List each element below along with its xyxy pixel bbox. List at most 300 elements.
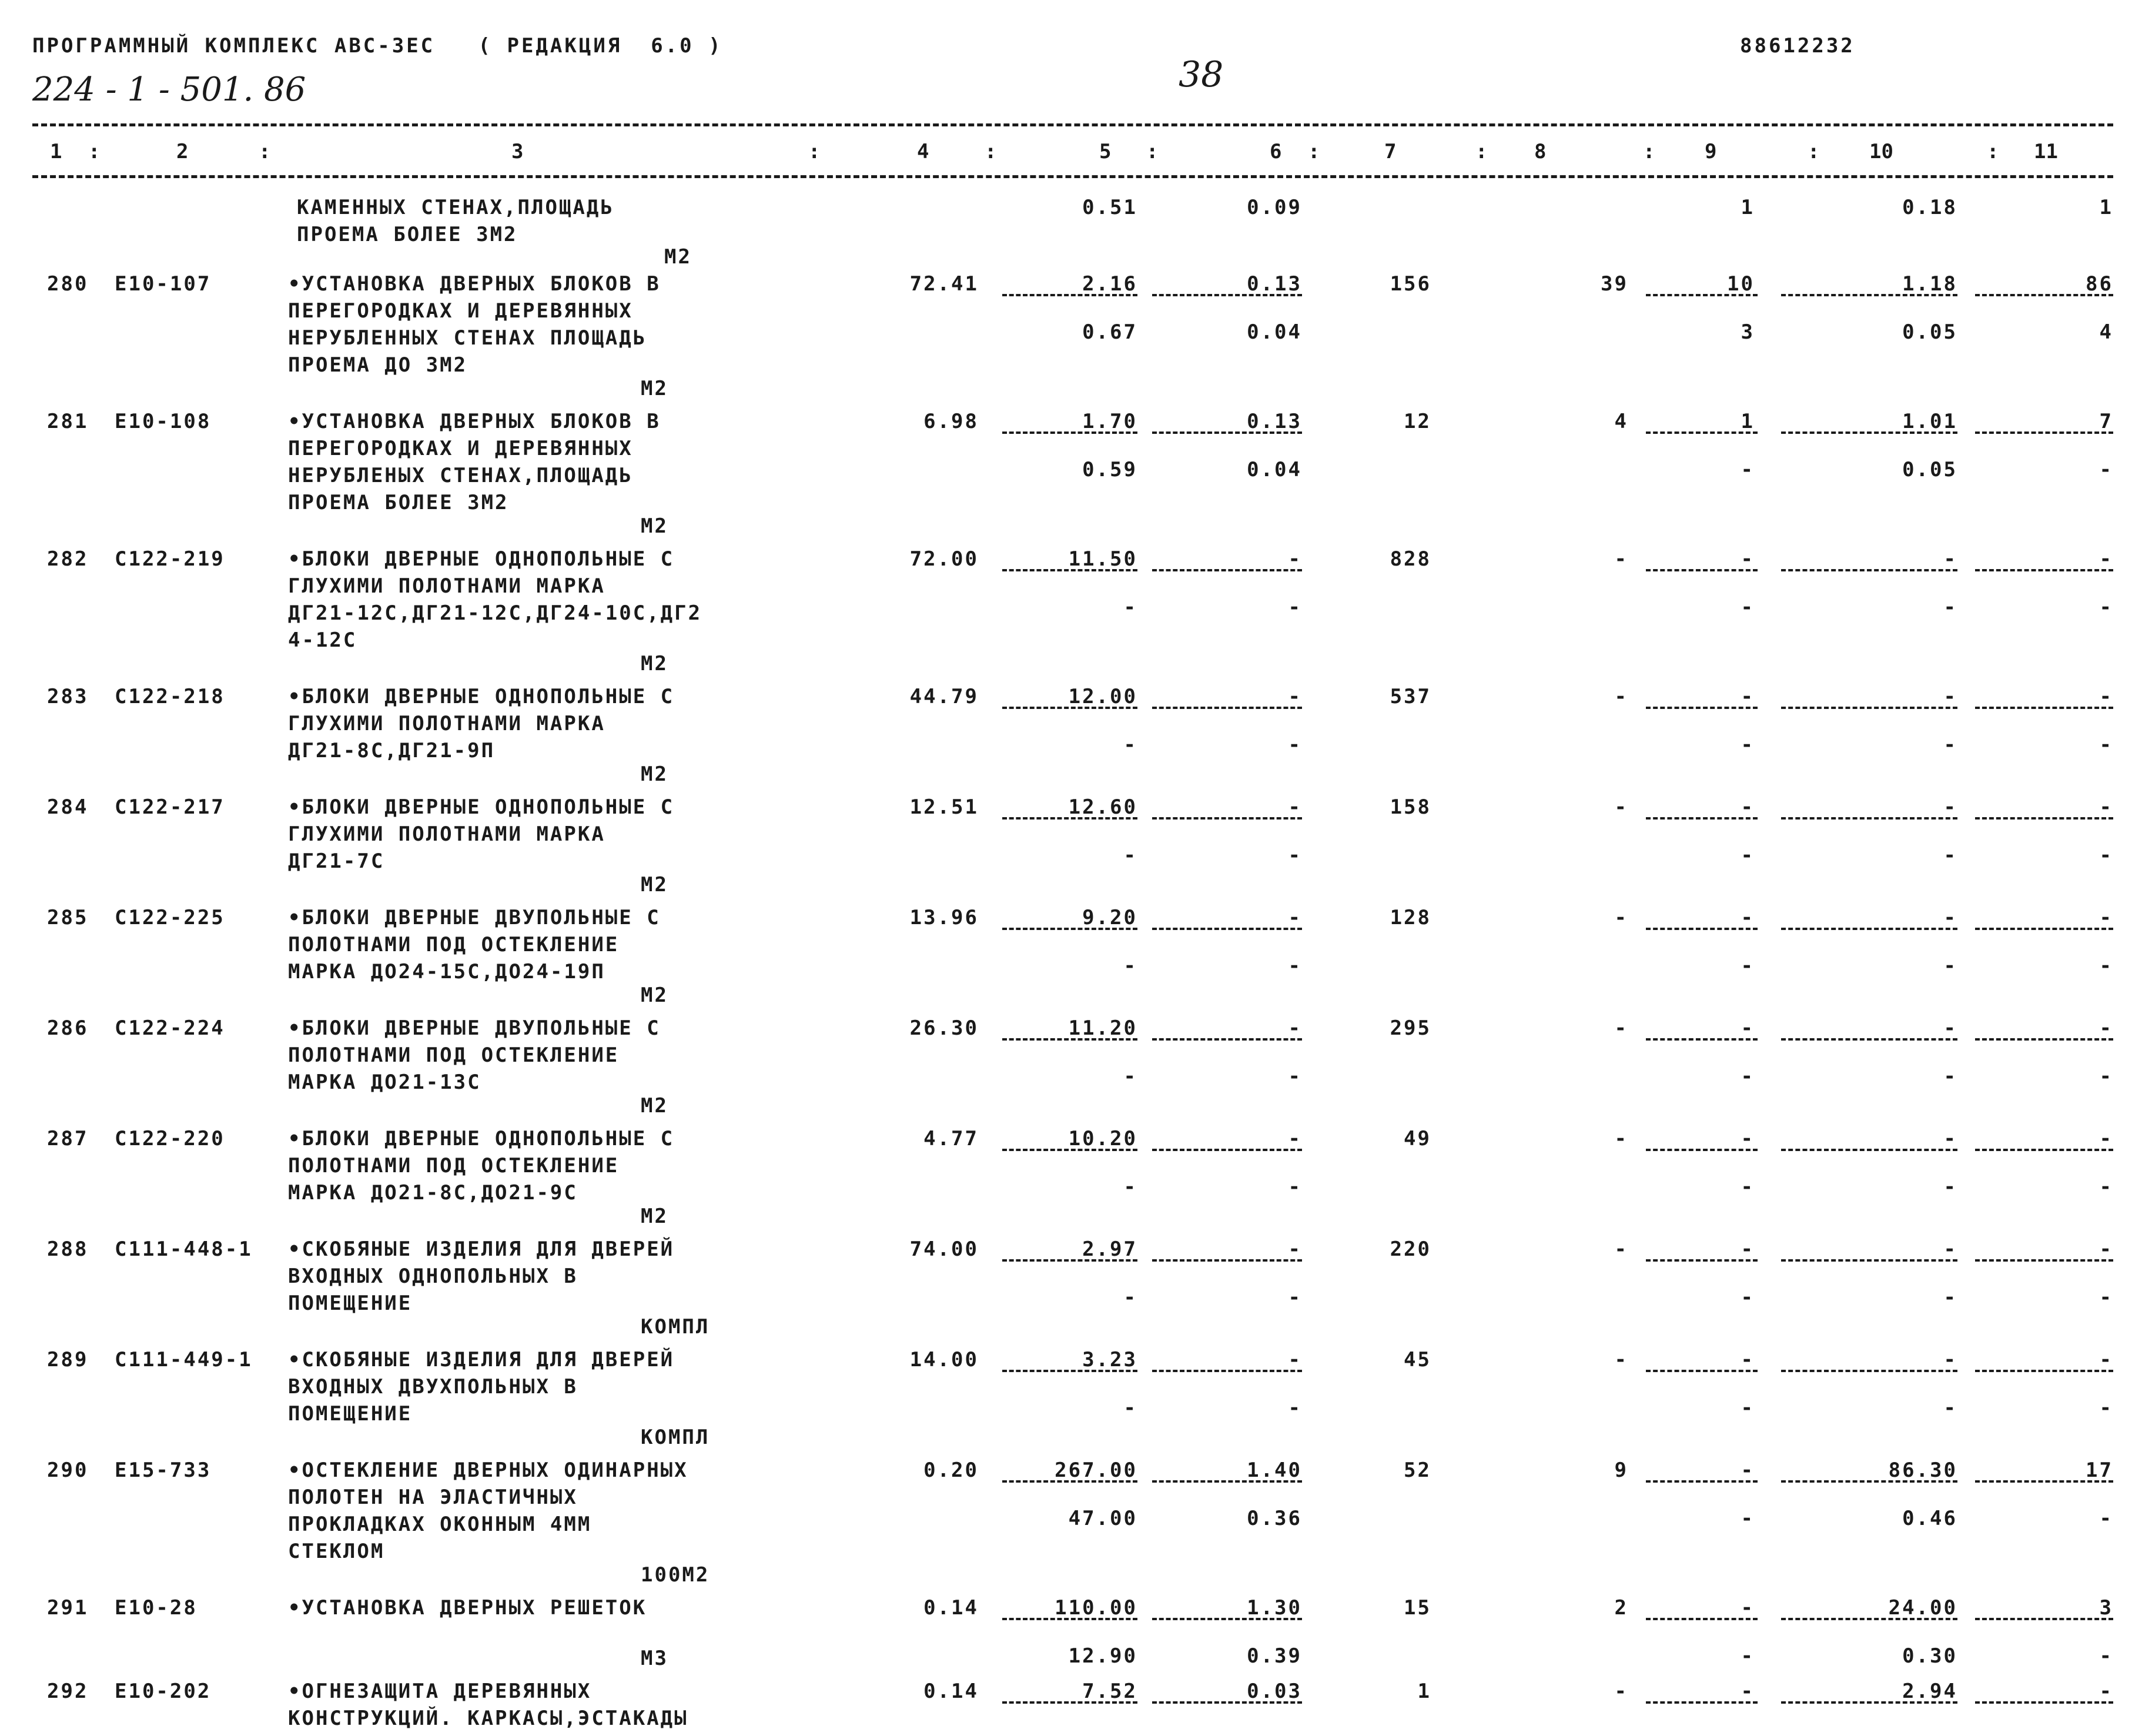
subtotal-rule: [1002, 1149, 1137, 1151]
cell-c6: -: [1288, 954, 1302, 978]
cell-c11: 3: [2099, 1596, 2113, 1620]
cell-description: ГЛУХИМИ ПОЛОТНАМИ МАРКА: [288, 574, 605, 598]
subtotal-rule: [1975, 1618, 2113, 1620]
cell-c5: -: [1123, 1286, 1137, 1309]
cell-c5: 9.20: [1082, 906, 1137, 929]
cell-c11: -: [2099, 844, 2113, 867]
cell-unit: 100М2: [641, 1563, 710, 1587]
cell-c9: -: [1741, 1016, 1755, 1040]
cell-c7: 158: [1390, 795, 1431, 819]
subtotal-rule: [1781, 1149, 1957, 1151]
cell-description: ПОЛОТНАМИ ПОД ОСТЕКЛЕНИЕ: [288, 933, 620, 956]
page-number: 38: [1179, 54, 1224, 95]
cell-c11: -: [2099, 1016, 2113, 1040]
subtotal-rule: [1781, 707, 1957, 709]
column-number: 4: [917, 140, 929, 163]
subtotal-rule: [1646, 1259, 1758, 1262]
cell-description: НЕРУБЛЕНЫХ СТЕНАХ,ПЛОЩАДЬ: [288, 464, 633, 487]
cell-unit: КОМПЛ: [641, 1315, 710, 1339]
cell-description: ПОМЕЩЕНИЕ: [288, 1402, 413, 1426]
subtotal-rule: [1002, 1370, 1137, 1372]
cell-c5: 7.52: [1082, 1680, 1137, 1703]
cell-c5: 267.00: [1055, 1459, 1137, 1482]
cell-c9: -: [1741, 954, 1755, 978]
subtotal-rule: [1781, 569, 1957, 571]
cell-c5: 12.00: [1068, 685, 1137, 708]
subtotal-rule: [1975, 1701, 2113, 1704]
column-separator: :: [1987, 140, 1999, 163]
cell-c10: 24.00: [1888, 1596, 1957, 1620]
cell-c4: 0.14: [923, 1596, 979, 1620]
cell-description: КАМЕННЫХ СТЕНАХ,ПЛОЩАДЬ: [297, 196, 614, 219]
subtotal-rule: [1646, 432, 1758, 434]
cell-c11: 1: [2099, 196, 2113, 219]
cell-description: •СКОБЯНЫЕ ИЗДЕЛИЯ ДЛЯ ДВЕРЕЙ: [288, 1237, 675, 1261]
cell-c6: -: [1288, 547, 1302, 571]
cell-description: •БЛОКИ ДВЕРНЫЕ ДВУПОЛЬНЫЕ С: [288, 1016, 661, 1040]
subtotal-rule: [1152, 1149, 1302, 1151]
cell-c8: 39: [1601, 272, 1628, 296]
cell-c9: -: [1741, 596, 1755, 619]
cell-norm-code: Е10-108: [115, 410, 212, 433]
subtotal-rule: [1152, 432, 1302, 434]
cell-c4: 12.51: [909, 795, 979, 819]
cell-c7: 12: [1404, 410, 1431, 433]
cell-c11: -: [2099, 1286, 2113, 1309]
cell-c11: -: [2099, 1396, 2113, 1420]
cell-c4: 72.41: [909, 272, 979, 296]
subtotal-rule: [1646, 1701, 1758, 1704]
cell-c6: -: [1288, 844, 1302, 867]
column-separator: :: [808, 140, 821, 163]
subtotal-rule: [1646, 1149, 1758, 1151]
cell-c9: -: [1741, 458, 1755, 481]
cell-description: •БЛОКИ ДВЕРНЫЕ ОДНОПОЛЬНЫЕ С: [288, 547, 675, 571]
cell-c11: -: [2099, 954, 2113, 978]
cell-position-number: 288: [47, 1237, 89, 1261]
cell-c8: -: [1614, 1348, 1628, 1372]
cell-c10: -: [1943, 906, 1957, 929]
subtotal-rule: [1975, 1370, 2113, 1372]
cell-c5: 11.20: [1068, 1016, 1137, 1040]
cell-c9: -: [1741, 1680, 1755, 1703]
cell-c8: 4: [1614, 410, 1628, 433]
cell-c9: -: [1741, 795, 1755, 819]
cell-c10: -: [1943, 685, 1957, 708]
subtotal-rule: [1152, 1259, 1302, 1262]
subtotal-rule: [1781, 1701, 1957, 1704]
cell-norm-code: Е10-28: [115, 1596, 198, 1620]
subtotal-rule: [1781, 1618, 1957, 1620]
cell-unit: М2: [641, 652, 668, 675]
cell-description: •УСТАНОВКА ДВЕРНЫХ БЛОКОВ В: [288, 410, 661, 433]
cell-unit: М3: [641, 1647, 668, 1670]
cell-description: •БЛОКИ ДВЕРНЫЕ ОДНОПОЛЬНЫЕ С: [288, 795, 675, 819]
cell-description: ПОЛОТНАМИ ПОД ОСТЕКЛЕНИЕ: [288, 1043, 620, 1067]
cell-position-number: 283: [47, 685, 89, 708]
cell-c10: -: [1943, 1175, 1957, 1199]
subtotal-rule: [1975, 1480, 2113, 1483]
header-rule-top: [32, 123, 2113, 126]
cell-position-number: 290: [47, 1459, 89, 1482]
cell-norm-code: Е10-202: [115, 1680, 212, 1703]
cell-description: •БЛОКИ ДВЕРНЫЕ ОДНОПОЛЬНЫЕ С: [288, 1127, 675, 1150]
subtotal-rule: [1152, 707, 1302, 709]
cell-c5: 10.20: [1068, 1127, 1137, 1150]
cell-c5: 110.00: [1055, 1596, 1137, 1620]
column-separator: :: [985, 140, 997, 163]
cell-description: ГЛУХИМИ ПОЛОТНАМИ МАРКА: [288, 712, 605, 735]
cell-c6: -: [1288, 685, 1302, 708]
column-number: 5: [1099, 140, 1112, 163]
cell-c11: -: [2099, 1237, 2113, 1261]
cell-c11: -: [2099, 733, 2113, 757]
subtotal-rule: [1781, 432, 1957, 434]
cell-c4: 0.20: [923, 1459, 979, 1482]
subtotal-rule: [1152, 928, 1302, 930]
cell-description: ПОЛОТНАМИ ПОД ОСТЕКЛЕНИЕ: [288, 1154, 620, 1178]
cell-c6: -: [1288, 1065, 1302, 1088]
cell-description: •БЛОКИ ДВЕРНЫЕ ОДНОПОЛЬНЫЕ С: [288, 685, 675, 708]
cell-c8: -: [1614, 1237, 1628, 1261]
cell-c10: 86.30: [1888, 1459, 1957, 1482]
cell-c10: -: [1943, 1286, 1957, 1309]
cell-c6: 0.04: [1247, 458, 1302, 481]
sheet-id: 88612232: [1740, 34, 1855, 58]
cell-c6: -: [1288, 1396, 1302, 1420]
subtotal-rule: [1781, 1038, 1957, 1041]
cell-c6: -: [1288, 596, 1302, 619]
cell-c8: 2: [1614, 1596, 1628, 1620]
cell-c9: -: [1741, 1065, 1755, 1088]
cell-c6: -: [1288, 795, 1302, 819]
subtotal-rule: [1975, 1259, 2113, 1262]
cell-description: ГЛУХИМИ ПОЛОТНАМИ МАРКА: [288, 822, 605, 846]
cell-c10: -: [1943, 1127, 1957, 1150]
subtotal-rule: [1002, 569, 1137, 571]
cell-description: ПЕРЕГОРОДКАХ И ДЕРЕВЯННЫХ: [288, 299, 633, 323]
cell-unit: М2: [641, 1094, 668, 1118]
cell-description: ПОМЕЩЕНИЕ: [288, 1292, 413, 1315]
cell-c5: 12.60: [1068, 795, 1137, 819]
subtotal-rule: [1152, 1480, 1302, 1483]
column-separator: :: [1308, 140, 1320, 163]
cell-c10: -: [1943, 547, 1957, 571]
cell-description: МАРКА ДО21-13С: [288, 1071, 481, 1094]
subtotal-rule: [1781, 817, 1957, 820]
cell-c5: -: [1123, 844, 1137, 867]
cell-description: ПРОЕМА ДО 3М2: [288, 353, 468, 377]
cell-c6: -: [1288, 1348, 1302, 1372]
subtotal-rule: [1002, 1038, 1137, 1041]
cell-c9: -: [1741, 547, 1755, 571]
cell-norm-code: С122-218: [115, 685, 225, 708]
cell-c4: 26.30: [909, 1016, 979, 1040]
cell-description: ПРОЕМА БОЛЕЕ 3М2: [288, 491, 509, 514]
cell-c7: 537: [1390, 685, 1431, 708]
cell-c6: -: [1288, 1127, 1302, 1150]
cell-c4: 74.00: [909, 1237, 979, 1261]
cell-c6: 0.39: [1247, 1644, 1302, 1668]
subtotal-rule: [1152, 1701, 1302, 1704]
cell-c9: -: [1741, 685, 1755, 708]
cell-c10: 0.05: [1902, 458, 1957, 481]
subtotal-rule: [1002, 1618, 1137, 1620]
cell-c11: -: [2099, 1127, 2113, 1150]
cell-unit: М2: [641, 873, 668, 897]
subtotal-rule: [1975, 294, 2113, 296]
cell-c6: 0.13: [1247, 272, 1302, 296]
cell-c5: 2.16: [1082, 272, 1137, 296]
cell-c7: 128: [1390, 906, 1431, 929]
cell-c5: 1.70: [1082, 410, 1137, 433]
cell-norm-code: С111-448-1: [115, 1237, 253, 1261]
cell-c5: 12.90: [1068, 1644, 1137, 1668]
cell-position-number: 287: [47, 1127, 89, 1150]
cell-c8: 9: [1614, 1459, 1628, 1482]
cell-unit: М2: [641, 514, 668, 538]
cell-c9: -: [1741, 1507, 1755, 1530]
column-separator: :: [88, 140, 101, 163]
cell-c6: -: [1288, 1286, 1302, 1309]
document-code: 224 - 1 - 501. 86: [32, 71, 306, 109]
cell-c5: 47.00: [1068, 1507, 1137, 1530]
cell-position-number: 291: [47, 1596, 89, 1620]
cell-description: НЕРУБЛЕННЫХ СТЕНАХ ПЛОЩАДЬ: [288, 326, 647, 350]
cell-c4: 14.00: [909, 1348, 979, 1372]
subtotal-rule: [1002, 817, 1137, 820]
cell-c9: -: [1741, 1286, 1755, 1309]
column-number: 7: [1384, 140, 1397, 163]
cell-position-number: 292: [47, 1680, 89, 1703]
column-separator: :: [259, 140, 271, 163]
header-rule-bottom: [32, 175, 2113, 178]
cell-c10: -: [1943, 954, 1957, 978]
subtotal-rule: [1002, 1701, 1137, 1704]
cell-c11: 7: [2099, 410, 2113, 433]
cell-c10: 0.46: [1902, 1507, 1957, 1530]
cell-c9: -: [1741, 1237, 1755, 1261]
cell-c10: 0.30: [1902, 1644, 1957, 1668]
cell-norm-code: С122-217: [115, 795, 225, 819]
cell-c10: -: [1943, 795, 1957, 819]
cell-c4: 0.14: [923, 1680, 979, 1703]
cell-c5: 2.97: [1082, 1237, 1137, 1261]
cell-description: МАРКА ДО21-8С,ДО21-9С: [288, 1181, 578, 1205]
cell-c8: -: [1614, 795, 1628, 819]
cell-c10: 0.05: [1902, 320, 1957, 344]
subtotal-rule: [1646, 569, 1758, 571]
cell-c5: -: [1123, 1175, 1137, 1199]
cell-c11: -: [2099, 1680, 2113, 1703]
cell-c4: 44.79: [909, 685, 979, 708]
cell-position-number: 289: [47, 1348, 89, 1372]
cell-position-number: 286: [47, 1016, 89, 1040]
cell-c4: 6.98: [923, 410, 979, 433]
cell-norm-code: С111-449-1: [115, 1348, 253, 1372]
cell-c7: 15: [1404, 1596, 1431, 1620]
cell-norm-code: С122-219: [115, 547, 225, 571]
cell-c10: 2.94: [1902, 1680, 1957, 1703]
subtotal-rule: [1975, 817, 2113, 820]
cell-c9: -: [1741, 733, 1755, 757]
cell-c5: -: [1123, 1065, 1137, 1088]
subtotal-rule: [1152, 1370, 1302, 1372]
cell-position-number: 281: [47, 410, 89, 433]
subtotal-rule: [1975, 569, 2113, 571]
subtotal-rule: [1646, 707, 1758, 709]
cell-description: 4-12С: [288, 628, 357, 652]
cell-c7: 1: [1417, 1680, 1431, 1703]
cell-c10: 1.18: [1902, 272, 1957, 296]
subtotal-rule: [1781, 1259, 1957, 1262]
column-number: 8: [1534, 140, 1547, 163]
cell-c10: -: [1943, 733, 1957, 757]
cell-c4: 13.96: [909, 906, 979, 929]
subtotal-rule: [1002, 294, 1137, 296]
cell-position-number: 285: [47, 906, 89, 929]
cell-description: •УСТАНОВКА ДВЕРНЫХ БЛОКОВ В: [288, 272, 661, 296]
subtotal-rule: [1646, 817, 1758, 820]
cell-description: МАРКА ДО24-15С,ДО24-19П: [288, 960, 605, 984]
cell-c11: -: [2099, 795, 2113, 819]
cell-c4: 72.00: [909, 547, 979, 571]
subtotal-rule: [1002, 928, 1137, 930]
cell-c11: -: [2099, 1348, 2113, 1372]
cell-description: •СКОБЯНЫЕ ИЗДЕЛИЯ ДЛЯ ДВЕРЕЙ: [288, 1348, 675, 1372]
column-number: 11: [2034, 140, 2058, 163]
cell-c9: -: [1741, 1348, 1755, 1372]
cell-c5: 11.50: [1068, 547, 1137, 571]
cell-c8: -: [1614, 685, 1628, 708]
subtotal-rule: [1781, 1480, 1957, 1483]
cell-c9: -: [1741, 906, 1755, 929]
cell-description: •УСТАНОВКА ДВЕРНЫХ РЕШЕТОК: [288, 1596, 647, 1620]
subtotal-rule: [1002, 1259, 1137, 1262]
cell-c11: -: [2099, 906, 2113, 929]
cell-c10: 1.01: [1902, 410, 1957, 433]
column-separator: :: [1146, 140, 1159, 163]
cell-description: •ОГНЕЗАЩИТА ДЕРЕВЯННЫХ: [288, 1680, 592, 1703]
cell-c11: -: [2099, 1644, 2113, 1668]
cell-c10: -: [1943, 1016, 1957, 1040]
subtotal-rule: [1646, 294, 1758, 296]
cell-norm-code: С122-220: [115, 1127, 225, 1150]
cell-c7: 45: [1404, 1348, 1431, 1372]
cell-c9: -: [1741, 1644, 1755, 1668]
subtotal-rule: [1152, 294, 1302, 296]
cell-c9: -: [1741, 1127, 1755, 1150]
cell-c10: -: [1943, 596, 1957, 619]
cell-c9: -: [1741, 1396, 1755, 1420]
cell-position-number: 280: [47, 272, 89, 296]
cell-c6: -: [1288, 1016, 1302, 1040]
cell-c6: 0.13: [1247, 410, 1302, 433]
cell-unit: КОМПЛ: [641, 1426, 710, 1449]
subtotal-rule: [1152, 817, 1302, 820]
cell-c8: -: [1614, 906, 1628, 929]
cell-c5: 0.59: [1082, 458, 1137, 481]
column-number: 1: [50, 140, 62, 163]
subtotal-rule: [1646, 1370, 1758, 1372]
cell-c9: 3: [1741, 320, 1755, 344]
cell-c9: -: [1741, 1175, 1755, 1199]
cell-unit: М2: [664, 245, 692, 269]
cell-description: ПОЛОТЕН НА ЭЛАСТИЧНЫХ: [288, 1486, 578, 1509]
cell-description: •ОСТЕКЛЕНИЕ ДВЕРНЫХ ОДИНАРНЫХ: [288, 1459, 688, 1482]
cell-c6: 0.36: [1247, 1507, 1302, 1530]
subtotal-rule: [1975, 1038, 2113, 1041]
cell-description: ДГ21-8С,ДГ21-9П: [288, 739, 496, 762]
column-separator: :: [1643, 140, 1655, 163]
cell-c5: 3.23: [1082, 1348, 1137, 1372]
cell-c6: 0.09: [1247, 196, 1302, 219]
cell-c11: -: [2099, 1065, 2113, 1088]
cell-c5: -: [1123, 596, 1137, 619]
cell-norm-code: С122-225: [115, 906, 225, 929]
cell-c5: 0.67: [1082, 320, 1137, 344]
cell-norm-code: Е10-107: [115, 272, 212, 296]
cell-c8: -: [1614, 1016, 1628, 1040]
cell-c8: -: [1614, 1680, 1628, 1703]
cell-c9: -: [1741, 1459, 1755, 1482]
cell-c11: -: [2099, 547, 2113, 571]
cell-c7: 52: [1404, 1459, 1431, 1482]
cell-c6: 0.04: [1247, 320, 1302, 344]
cell-position-number: 284: [47, 795, 89, 819]
column-number: 3: [511, 140, 524, 163]
subtotal-rule: [1975, 1149, 2113, 1151]
cell-c11: 17: [2086, 1459, 2113, 1482]
cell-description: ВХОДНЫХ ОДНОПОЛЬНЫХ В: [288, 1265, 578, 1288]
subtotal-rule: [1152, 1038, 1302, 1041]
cell-c5: -: [1123, 733, 1137, 757]
cell-c10: -: [1943, 1237, 1957, 1261]
cell-c10: -: [1943, 1348, 1957, 1372]
cell-description: СТЕКЛОМ: [288, 1540, 385, 1563]
cell-c6: -: [1288, 1175, 1302, 1199]
cell-c7: 156: [1390, 272, 1431, 296]
cell-c11: -: [2099, 1175, 2113, 1199]
subtotal-rule: [1002, 1480, 1137, 1483]
cell-description: ПРОЕМА БОЛЕЕ 3М2: [297, 223, 518, 246]
cell-c6: -: [1288, 1237, 1302, 1261]
cell-norm-code: С122-224: [115, 1016, 225, 1040]
cell-c11: -: [2099, 1507, 2113, 1530]
subtotal-rule: [1646, 928, 1758, 930]
cell-c6: 1.40: [1247, 1459, 1302, 1482]
subtotal-rule: [1152, 1618, 1302, 1620]
cell-c7: 49: [1404, 1127, 1431, 1150]
cell-c6: 1.30: [1247, 1596, 1302, 1620]
subtotal-rule: [1152, 569, 1302, 571]
subtotal-rule: [1975, 707, 2113, 709]
cell-c7: 220: [1390, 1237, 1431, 1261]
cell-description: ПЕРЕГОРОДКАХ И ДЕРЕВЯННЫХ: [288, 437, 633, 460]
cell-c10: 0.18: [1902, 196, 1957, 219]
cell-c8: -: [1614, 547, 1628, 571]
cell-unit: М2: [641, 762, 668, 786]
cell-c5: 0.51: [1082, 196, 1137, 219]
cell-c10: -: [1943, 1065, 1957, 1088]
cell-c11: -: [2099, 458, 2113, 481]
cell-c11: -: [2099, 685, 2113, 708]
cell-unit: М2: [641, 984, 668, 1007]
subtotal-rule: [1975, 432, 2113, 434]
cell-c9: 10: [1727, 272, 1755, 296]
subtotal-rule: [1975, 928, 2113, 930]
cell-c7: 295: [1390, 1016, 1431, 1040]
